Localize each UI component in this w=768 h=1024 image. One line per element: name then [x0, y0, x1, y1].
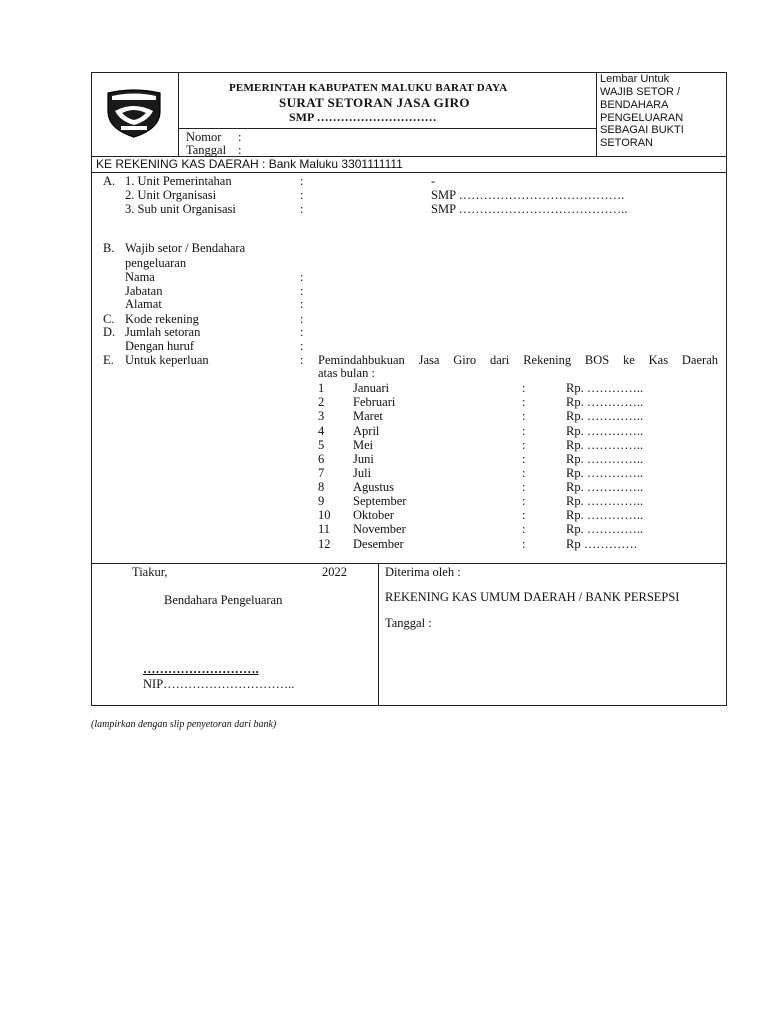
- colon: :: [300, 353, 304, 367]
- month-name: Oktober: [353, 508, 394, 522]
- pengeluaran-label: pengeluaran: [125, 256, 187, 270]
- month-name: April: [353, 424, 380, 438]
- frame-left: [91, 72, 92, 705]
- document-title: SURAT SETORAN JASA GIRO: [279, 95, 470, 110]
- month-name: Juli: [353, 466, 372, 480]
- colon: :: [522, 537, 526, 551]
- colon: :: [522, 480, 526, 494]
- colon: :: [300, 312, 304, 326]
- month-number: 3: [318, 409, 325, 423]
- month-name: Desember: [353, 537, 404, 551]
- month-amount: Rp. …………..: [566, 494, 644, 508]
- colon: :: [522, 409, 526, 423]
- bank-recipient-label: REKENING KAS UMUM DAERAH / BANK PERSEPSI: [385, 590, 680, 604]
- month-name: September: [353, 494, 407, 508]
- colon: :: [300, 202, 304, 216]
- colon: :: [522, 466, 526, 480]
- wajib-setor-label: Wajib setor / Bendahara: [125, 241, 246, 255]
- sign-year: 2022: [322, 565, 347, 579]
- keperluan-text: Pemindahbukuan Jasa Giro dari Rekening BOS ke Kas Daerah: [318, 353, 718, 367]
- jabatan-label: Jabatan: [125, 284, 163, 298]
- colon: :: [522, 494, 526, 508]
- diterima-oleh-label: Diterima oleh :: [385, 565, 461, 579]
- frame-right: [726, 72, 727, 705]
- lembar-line: BENDAHARA: [600, 99, 669, 111]
- body-bottom: [91, 563, 727, 564]
- atas-bulan-text: atas bulan :: [318, 366, 375, 380]
- dengan-huruf-label: Dengan huruf: [125, 339, 195, 353]
- untuk-keperluan-label: Untuk keperluan: [125, 353, 209, 367]
- lembar-line: Lembar Untuk: [600, 73, 670, 85]
- government-name: PEMERINTAH KABUPATEN MALUKU BARAT DAYA: [229, 82, 508, 94]
- footnote: (lampirkan dengan slip penyetoran dari bank): [91, 719, 277, 730]
- month-number: 2: [318, 395, 325, 409]
- section-b-letter: B.: [103, 241, 115, 255]
- month-number: 10: [318, 508, 331, 522]
- colon: :: [300, 188, 304, 202]
- kode-rekening-label: Kode rekening: [125, 312, 199, 326]
- month-amount: Rp. …………..: [566, 508, 644, 522]
- month-name: Mei: [353, 438, 374, 452]
- month-number: 9: [318, 494, 325, 508]
- colon: :: [300, 297, 304, 311]
- section-c-letter: C.: [103, 312, 115, 326]
- school-name: SMP …………………………: [289, 110, 437, 124]
- colon: :: [522, 508, 526, 522]
- month-amount: Rp. …………..: [566, 424, 644, 438]
- month-number: 11: [318, 522, 331, 536]
- sign-role: Bendahara Pengeluaran: [164, 593, 283, 607]
- month-name: November: [353, 522, 406, 536]
- nip-line: NIP…………………………..: [143, 677, 295, 691]
- month-amount: Rp. …………..: [566, 466, 644, 480]
- section-d-letter: D.: [103, 325, 116, 339]
- rekening-line: KE REKENING KAS DAERAH : Bank Maluku 3301111111: [96, 157, 403, 171]
- colon: :: [300, 284, 304, 298]
- month-name: Maret: [353, 409, 383, 423]
- nama-label: Nama: [125, 270, 155, 284]
- unit-pemerintahan-label: 1. Unit Pemerintahan: [125, 174, 232, 188]
- month-name: Juni: [353, 452, 374, 466]
- lembar-line: PENGELUARAN: [600, 112, 684, 124]
- section-e-letter: E.: [103, 353, 114, 367]
- unit-pemerintahan-value: -: [431, 174, 436, 188]
- unit-organisasi-label: 2. Unit Organisasi: [125, 188, 217, 202]
- lembar-line: SEBAGAI BUKTI: [600, 124, 684, 136]
- month-number: 5: [318, 438, 325, 452]
- month-number: 12: [318, 537, 331, 551]
- month-number: 6: [318, 452, 325, 466]
- tanggal-colon: :: [238, 143, 242, 157]
- month-amount: Rp. …………..: [566, 438, 644, 452]
- colon: :: [522, 452, 526, 466]
- month-amount: Rp. …………..: [566, 480, 644, 494]
- month-amount: Rp. …………..: [566, 409, 644, 423]
- nomor-label: Nomor: [186, 130, 222, 144]
- colon: :: [522, 381, 526, 395]
- sign-place: Tiakur,: [132, 565, 168, 579]
- sub-unit-organisasi-label: 3. Sub unit Organisasi: [125, 202, 236, 216]
- lembar-line: WAJIB SETOR /: [600, 86, 681, 98]
- sub-unit-organisasi-value: SMP …………………………………..: [431, 202, 628, 216]
- receipt-date-label: Tanggal :: [385, 616, 432, 630]
- colon: :: [300, 270, 304, 284]
- alamat-label: Alamat: [125, 297, 162, 311]
- colon: :: [300, 174, 304, 188]
- month-amount: Rp. …………..: [566, 381, 644, 395]
- rekening-bottom: [91, 172, 727, 173]
- month-number: 1: [318, 381, 325, 395]
- month-number: 7: [318, 466, 325, 480]
- month-name: Januari: [353, 381, 390, 395]
- colon: :: [300, 325, 304, 339]
- unit-organisasi-value: SMP ………………………………….: [431, 188, 625, 202]
- month-number: 4: [318, 424, 325, 438]
- month-amount: Rp. …………..: [566, 452, 644, 466]
- colon: :: [300, 339, 304, 353]
- section-a-letter: A.: [103, 174, 116, 188]
- colon: :: [522, 522, 526, 536]
- frame-bottom: [91, 705, 727, 706]
- logo-divider: [178, 72, 179, 156]
- colon: :: [522, 395, 526, 409]
- tanggal-label: Tanggal: [186, 143, 227, 157]
- month-name: Agustus: [353, 480, 394, 494]
- regency-shield-emblem-icon: [104, 87, 164, 139]
- title-divider: [178, 128, 596, 129]
- colon: :: [522, 438, 526, 452]
- month-name: Februari: [353, 395, 396, 409]
- colon: :: [522, 424, 526, 438]
- month-amount: Rp. …………..: [566, 522, 644, 536]
- signature-divider: [378, 563, 379, 705]
- signature-name-line: ……………………….: [143, 662, 259, 676]
- lembar-line: SETORAN: [600, 137, 653, 149]
- lembar-divider: [596, 72, 597, 156]
- nomor-colon: :: [238, 130, 242, 144]
- month-amount: Rp ………….: [566, 537, 637, 551]
- month-number: 8: [318, 480, 325, 494]
- jumlah-setoran-label: Jumlah setoran: [125, 325, 201, 339]
- month-amount: Rp. …………..: [566, 395, 644, 409]
